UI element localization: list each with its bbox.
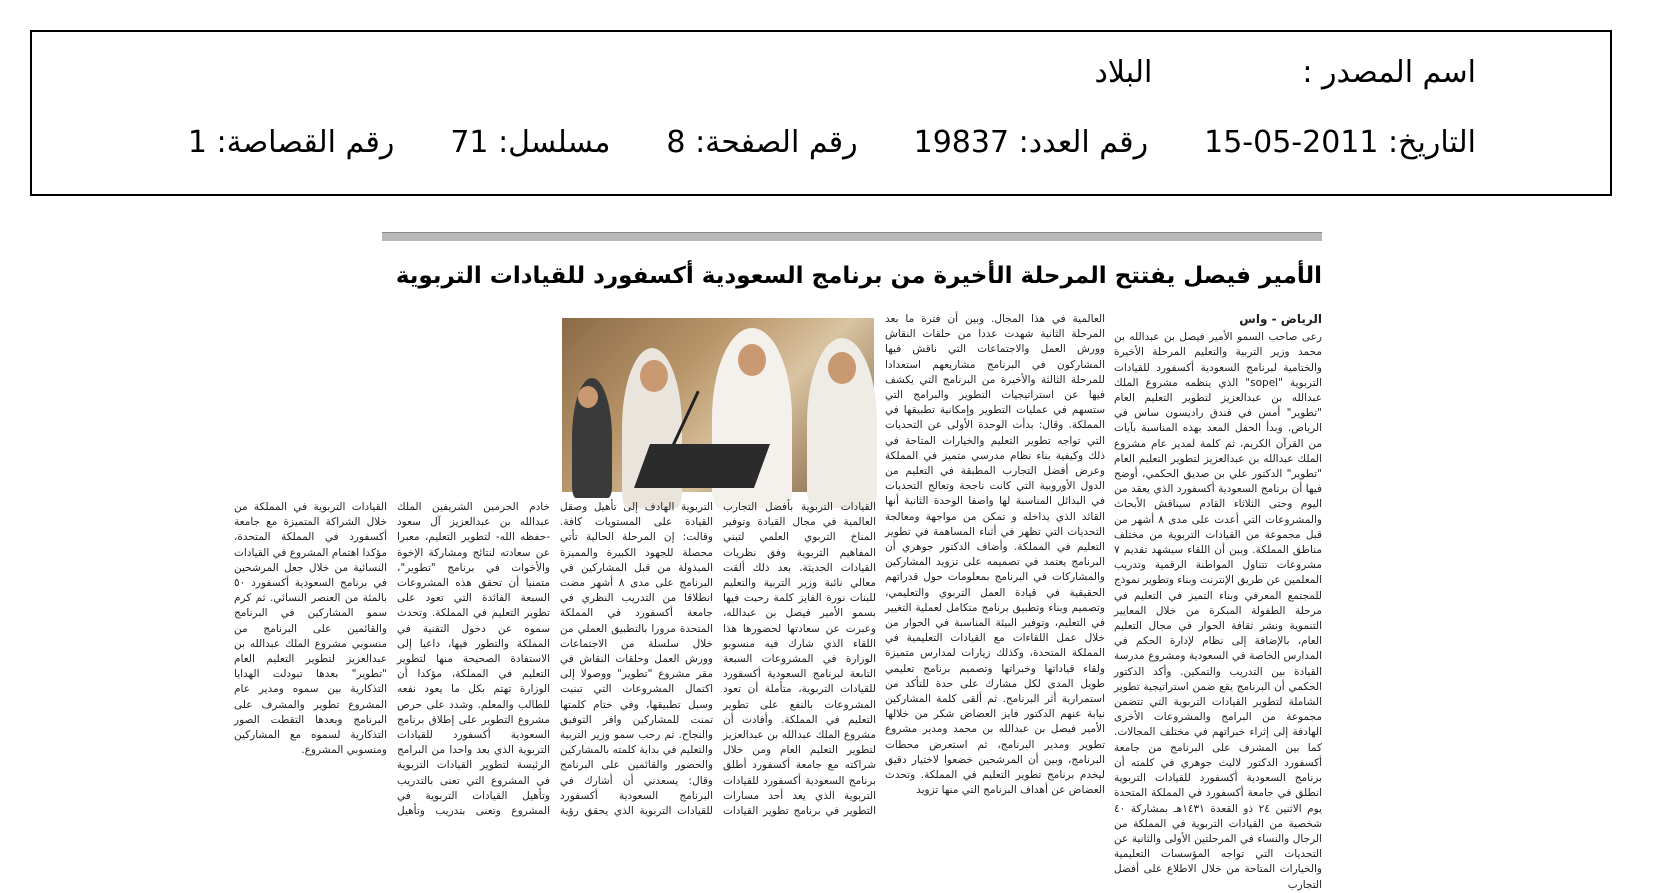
clip-number-label: رقم القصاصة: xyxy=(216,125,395,160)
source-value: البلاد xyxy=(1094,55,1153,90)
newspaper-clipping xyxy=(234,232,1323,891)
article-column-4 xyxy=(382,312,552,832)
source-line xyxy=(1094,55,1476,90)
clip-number-value: 1 xyxy=(187,125,207,160)
article-dateline: الرياض - واس xyxy=(1239,312,1322,326)
page-label: رقم الصفحة: xyxy=(695,125,858,160)
issue-label: رقم العدد: xyxy=(1018,125,1149,160)
clipping-metadata-box xyxy=(30,30,1612,196)
photo-head xyxy=(640,360,668,392)
details-line xyxy=(187,125,1476,160)
article-photo xyxy=(562,318,874,492)
serial-value: 71 xyxy=(450,125,489,160)
serial-label: مسلسل: xyxy=(498,125,611,160)
header-rule xyxy=(382,232,1322,241)
photo-head xyxy=(738,344,766,376)
date-value: 15-05-2011 xyxy=(1204,125,1379,160)
column-1-text: رعى صاحب السمو الأمير فيصل بن عبدالله بن محمد وزير التربية والتعليم المرحلة الأخيرة والختامية لبرنامج السعودية أكسفورد للقيادات التربوية "sopel" الذي ينظمه مشروع الملك عبدالله بن عبدالعزيز لتطوير التعليم العام "تطوير" أمس في فندق راديسون ساس في الرياض. وبدأ الحفل المعد بهذه المناسبة بآيات من القرآن الكريم، ثم كلمة لمدير عام مشروع الملك عبدالله بن عبدالعزيز لتطوير التعليم العام "تطوير" الدكتور علي بن صديق الحكمي، أوضح فيها أن برنامج السعودية أكسفورد الذي يعقد من اليوم وحتى الثلاثاء القادم سيناقش الأبحاث والمشروعات التي أعدت على مدى ٨ أشهر من قبل مجموعة من القيادات التربوية من مختلف مناطق المملكة. وبين أن اللقاء سيشهد تقديم ٧ مشروعات تتناول المواطنة الرقمية وتدريب المعلمين عن طريق الإنترنت وبناء وتطوير نموذج للمجتمع المعرفي وبناء التميز في التعليم في مرحلة الطفولة المبكرة من خلال المعايير التنموية ونشر ثقافة الحوار في مجال التعليم العام، بالإضافة إلى نظام لإدارة الحكم في المدارس الخاصة في السعودية ومشروع مدرسة القيادة بين التدريب والتمكين. وأكد الدكتور الحكمي أن البرنامج يقع ضمن استراتيجية تطوير الشاملة لتطوير القيادات التربوية التي تتضمن مجموعة من البرامج والمشروعات الأخرى الهادفة إلى إثراء خبراتهم في مختلف المجالات. كما بين المشرف على البرنامج من جامعة أكسفورد الدكتور لاليث جوهري في كلمته أن برنامج السعودية أكسفورد للقيادات التربوية انطلق في جامعة أكسفورد في المملكة المتحدة يوم الاثنين ٢٤ ذو القعدة ١٤٣١هـ بمشاركة ٤٠ شخصية من القيادات التربوية في المملكة من الرجال والنساء في المرحلتين الأولى والثانية عن التحديات التي تواجه المؤسسات التعليمية والخيارات المتاحة من خلال الاطلاع على أفضل التجارب xyxy=(1113,331,1323,891)
column-2-text: العالمية في هذا المجال. وبين أن فترة ما بعد المرحلة الثانية شهدت عددا من حلقات النقاش وورش العمل والاجتماعات التي ناقش فيها المشاركون في البرنامج مشاريعهم استعدادا للمرحلة الثالثة والأخيرة من البرنامج التي يكشف فيها عن استراتيجيات التطوير والبرامج التي ستسهم في عمليات التطوير وإمكانية تطبيقها في المملكة. وقال: بدأت الوحدة الأولى عن التحديات التي تواجه تطوير التعليم والخيارات المتاحة في ذلك وكيفية بناء نظام مدرسي متميز في المملكة وعرض أفضل التجارب المطبقة في التعليم من الدول الأوروبية التي كانت ناجحة وتعالج التحديات في البدائل المناسبة لها واصفا الوحدة الثانية أنها القائد الذي يداخله و تمكن من مواجهة ومعالجة التحديات التي تظهر في أثناء المساهمة في تطوير التعليم في المملكة. وأضاف الدكتور جوهري أن البرنامج يعتمد في تصميمه على تزويد المشاركين والمشاركات في البرنامج بمعلومات حول قدراتهم الحقيقية في قيادة العمل التربوي والتعليمي، وتصميم وبناء وتطبيق برنامج متكامل لعملية التغيير في التعليم، وتوفير البيئة المناسبة في الحوار من خلال عمل اللقاءات مع القيادات التعليمية في المملكة المتحدة، وكذلك زيارات لمدارس متميزة ولقاء قياداتها وخبراتها وتصميم برنامج تعليمي طويل المدى لكل مشارك على حدة للتأكد من استمرارية أثر البرنامج. ثم ألقى كلمة المشاركين نيابة عنهم الدكتور فايز العضاض شكر من خلالها الأمير فيصل بن عبدالله بن محمد ومدير مشروع تطوير ومدير البرنامج، ثم استعرض محطات البرنامج، وبين أن المرشحين خضعوا لاختيار دقيق ليخدم برنامج تطوير التعليم في المملكة. وتحدث العضاض عن أهداف البرنامج التي منها تزويد xyxy=(885,313,1105,797)
date-label: التاريخ: xyxy=(1388,125,1476,160)
photo-head xyxy=(828,352,856,384)
article-column-1 xyxy=(1113,312,1323,891)
laptop xyxy=(634,444,770,488)
page-value: 8 xyxy=(666,125,686,160)
article-column-3 xyxy=(234,500,876,832)
issue-value: 19837 xyxy=(913,125,1010,160)
column-3-text: القيادات التربوية بأفضل التجارب العالمية في مجال القيادة وتوفير المناخ التربوي العلمي لتبني المفاهيم التربوية وفق نظريات القيادات الحديثة. بعد ذلك ألقت معالي نائبة وزير التربية والتعليم للبنات نورة الفايز كلمة رحبت فيها بسمو الأمير فيصل بن عبدالله، وعبرت عن سعادتها لحضورها هذا اللقاء الذي شارك فيه منسوبو الوزارة في المشروعات السبعة التابعة لبرنامج السعودية أكسفورد للقيادات التربوية، متأملة أن تعود المشروعات بالنفع على تطوير التعليم في المملكة. وأفادت أن مشروع الملك عبدالله بن عبدالعزيز لتطوير التعليم العام ومن خلال شراكته مع جامعة أكسفورد أطلق برنامج السعودية أكسفورد للقيادات التربوية الذي يعد أحد مسارات التطوير في برنامج تطوير القيادات التربوية الهادف إلى تأهيل وصقل القيادة على المستويات كافة. وقالت: إن المرحلة الحالية تأتي محصلة للجهود الكبيرة والمميزة المبذولة من قبل المشاركين في البرنامج على مدى ٨ أشهر مضت انطلاقا من التدريب النظري في جامعة أكسفورد في المملكة المتحدة مرورا بالتطبيق العملي من خلال سلسلة من الاجتماعات وورش العمل وحلقات النقاش في مقر مشروع "تطوير" ووصولا إلى اكتمال المشروعات التي تبنيت وسبل تطبيقها، وفي ختام كلمتها تمنت للمشاركين وافر التوفيق والنجاح. ثم رحب سمو وزير التربية والتعليم في بداية كلمته بالمشاركين والحضور والقائمين على البرنامج وقال: يسعدني أن أشارك في البرنامج السعودية أكسفورد للقيادات التربوية الذي يحقق رؤية خادم الحرمين الشريفين الملك عبدالله بن عبدالعزيز آل سعود -حفظه الله- لتطوير التعليم، معبرا عن سعادته لنتائج ومشاركة الإخوة والأخوات في برنامج "تطوير"، متمنيا أن تحقق هذه المشروعات السبعة الفائدة التي تعود على تطوير التعليم في المملكة. وتحدث سموه عن دخول التقنية في المملكة والتطور فيها، داعيا إلى الاستفادة الصحيحة منها لتطوير التعليم في المملكة، مؤكدا أن الوزارة تهتم بكل ما يعود نفعه للطالب والمعلم. وشدد على حرص مشروع التطوير على إطلاق برنامج السعودية أكسفورد للقيادات التربوية الذي يعد واحدا من البرامج الرئيسة لتطوير القيادات التربوية في المشروع التي تعنى بالتدريب وتأهيل القيادات التربوية في المشروع وتعنى بتدريب وتأهيل القيادات التربوية في المملكة من خلال الشراكة المتميزة مع جامعة أكسفورد في المملكة المتحدة، مؤكدا اهتمام المشروع في القيادات النسائية من خلال جعل المرشحين في برنامج السعودية أكسفورد ٥٠ بالمئة من العنصر النسائي. ثم كرم سمو المشاركين في البرنامج والقائمين على البرنامج من منسوبي مشروع الملك عبدالله بن عبدالعزيز لتطوير التعليم العام "تطوير" بعدها تبودلت الهدايا التذكارية بين سموه ومدير عام المشروع تطوير والمشرف على البرنامج وبعدها التقطت الصور التذكارية لسموه مع المشاركين ومنسوبي المشروع. xyxy=(234,501,876,818)
source-label: اسم المصدر : xyxy=(1302,55,1476,90)
photo-head xyxy=(578,386,598,408)
article-headline: الأمير فيصل يفتتح المرحلة الأخيرة من برنامج السعودية أكسفورد للقيادات التربوية xyxy=(395,263,1322,289)
article-column-2 xyxy=(885,312,1105,832)
